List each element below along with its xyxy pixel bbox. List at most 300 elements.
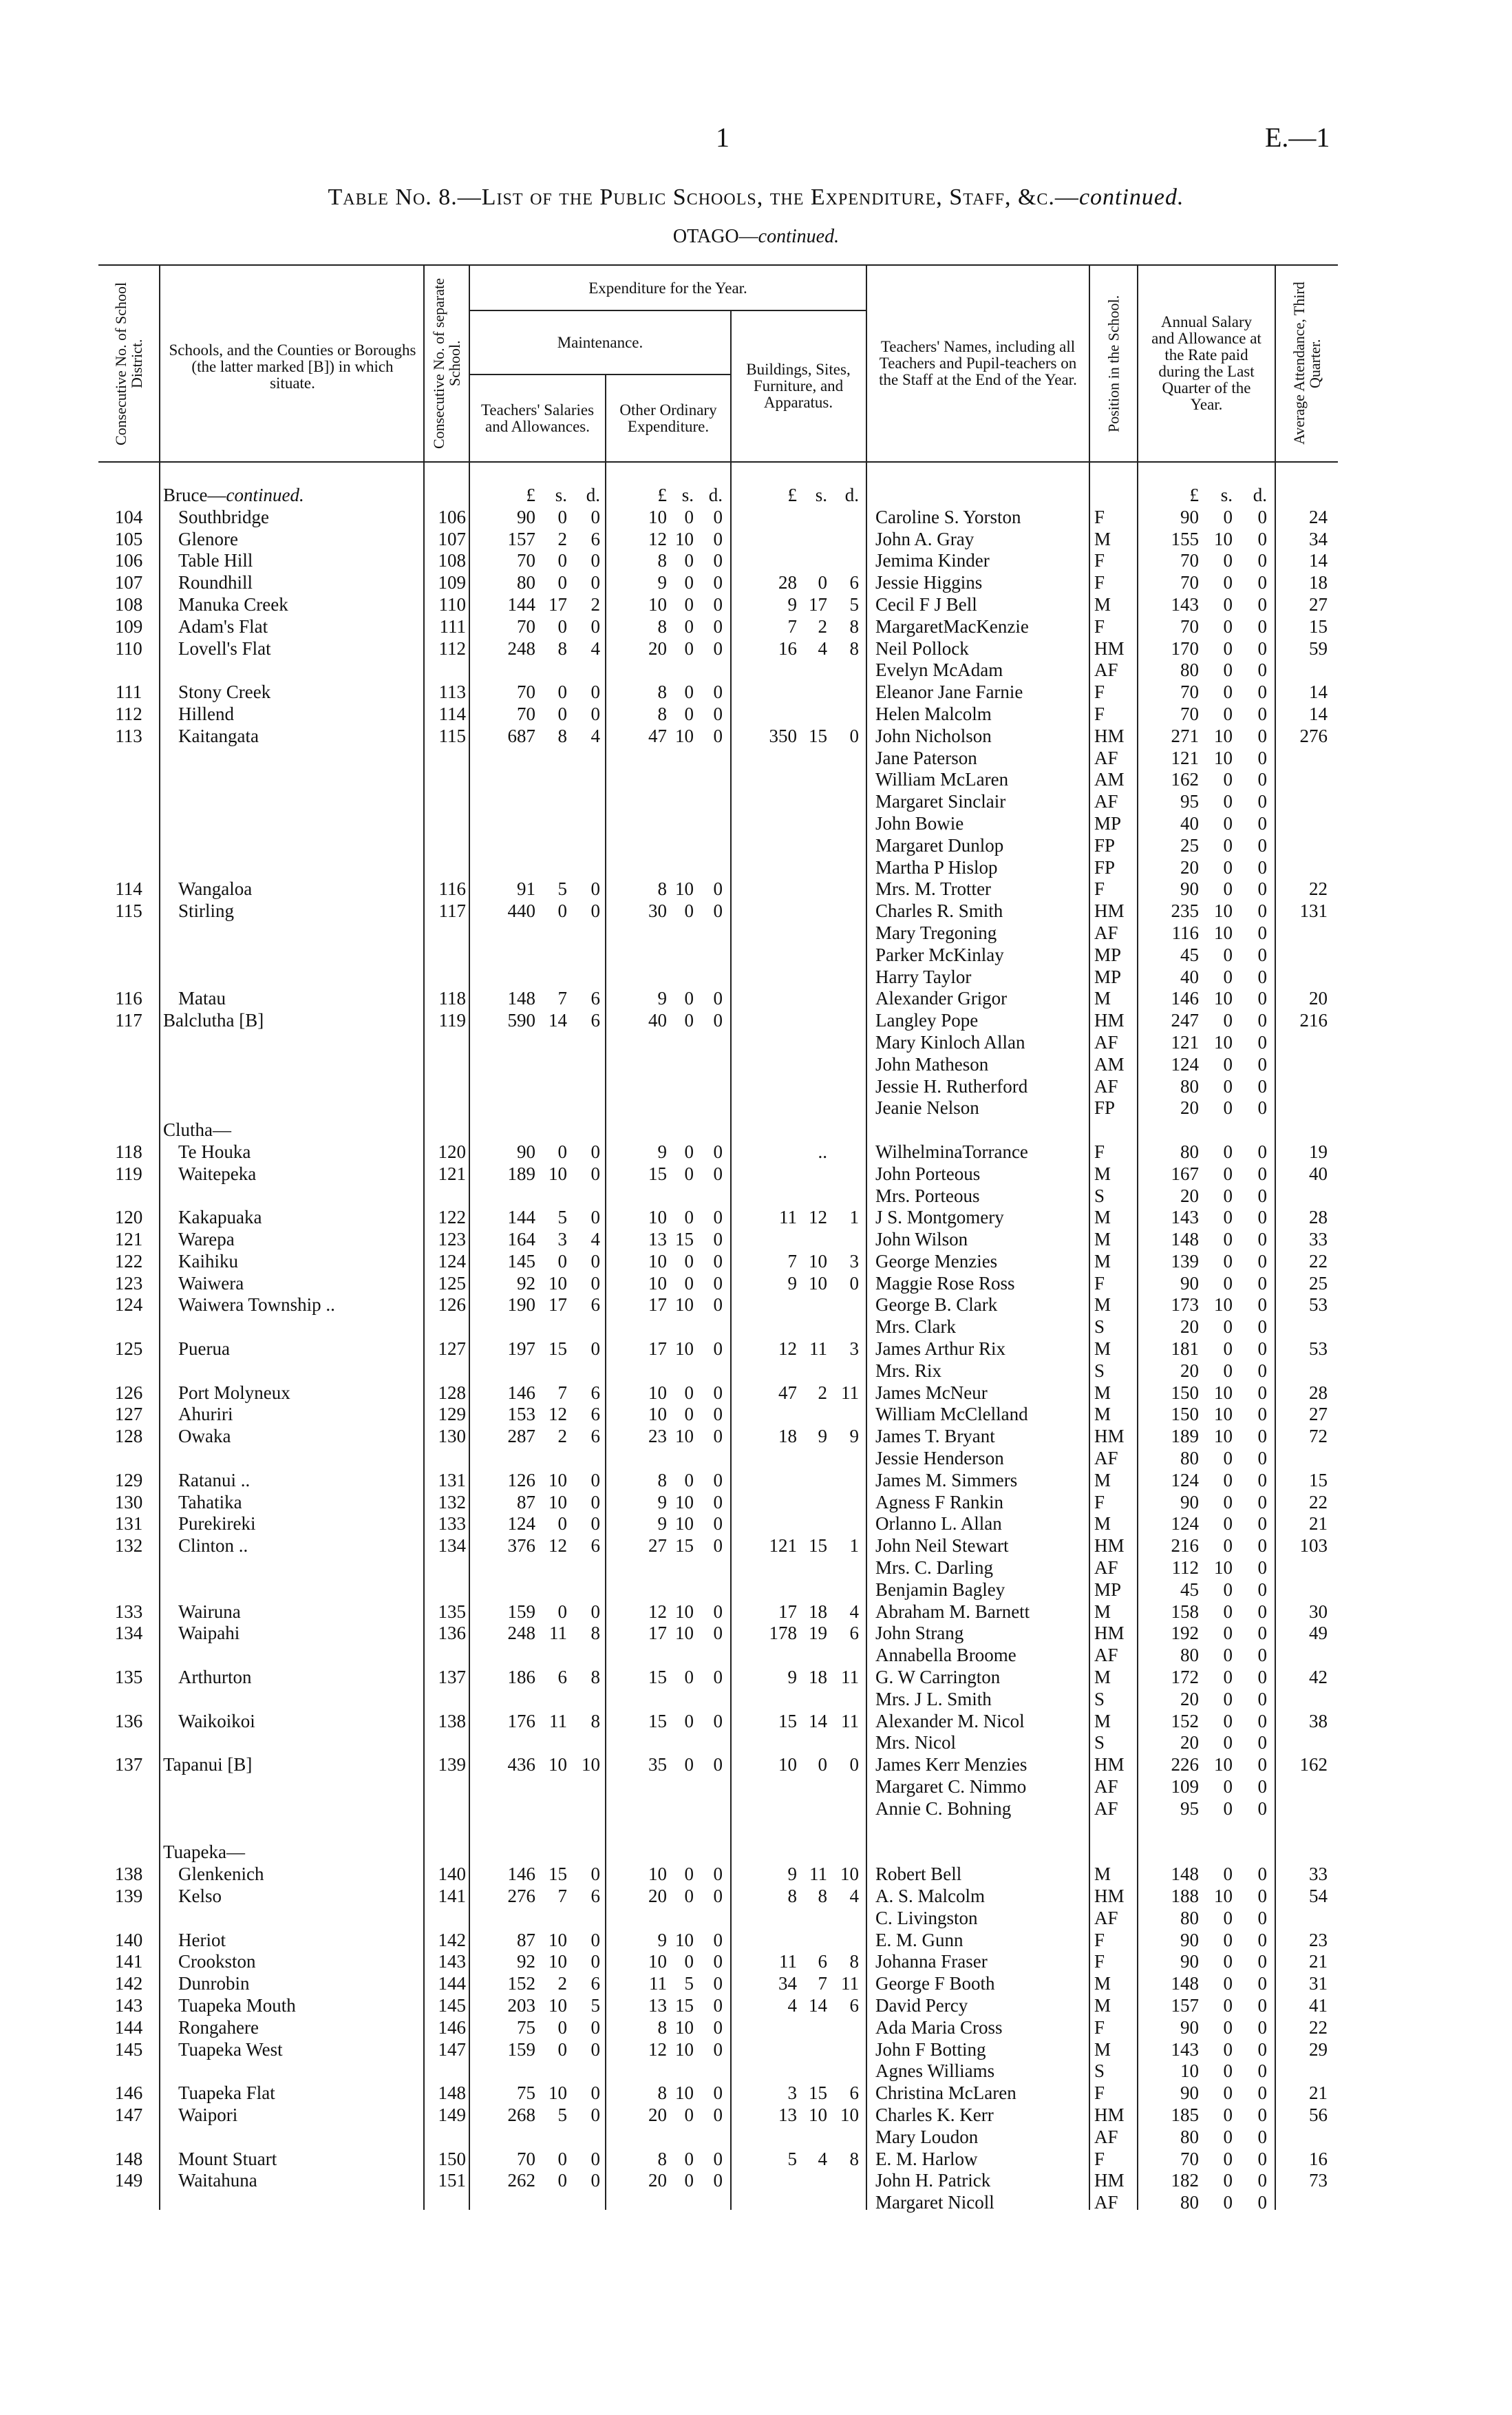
buildings-pounds: 5 — [787, 2148, 797, 2169]
annual-salary-pounds: 80 — [1180, 2126, 1199, 2147]
salaries-pence: 0 — [590, 2016, 600, 2038]
other-pounds: 9 — [657, 572, 667, 593]
district-no: 127 — [114, 1404, 143, 1425]
teacher-row — [0, 791, 1512, 813]
annual-salary-pounds: 90 — [1180, 1929, 1199, 1950]
teacher-row — [0, 922, 1512, 945]
other-shillings: 0 — [684, 506, 694, 527]
buildings-pounds: 9 — [787, 593, 797, 615]
annual-salary-pence: 0 — [1257, 1886, 1267, 1906]
school-no: 114 — [438, 703, 466, 724]
annual-salary-pence: 0 — [1257, 1491, 1267, 1512]
annual-salary-shillings: 0 — [1223, 506, 1233, 527]
annual-salary-pounds: 155 — [1171, 528, 1199, 549]
buildings-pounds: 3 — [787, 2082, 797, 2104]
other-pence: 0 — [713, 1994, 723, 2016]
teacher-row — [0, 1689, 1512, 1711]
school-no: 119 — [438, 1010, 466, 1031]
annual-salary-pence: 0 — [1257, 1951, 1267, 1972]
salaries-shillings: 0 — [557, 2148, 567, 2169]
other-pence: 0 — [713, 1229, 723, 1250]
district-no: 139 — [114, 1886, 143, 1906]
other-pence: 0 — [713, 900, 723, 922]
teacher-name: Mary Kinloch Allan — [875, 1031, 1025, 1053]
annual-salary-pounds: 80 — [1180, 660, 1199, 681]
school-name: Glenkenich — [178, 1864, 264, 1885]
school-no: 140 — [438, 1864, 466, 1885]
average-attendance: 15 — [1309, 615, 1328, 637]
other-pence: 0 — [713, 1469, 723, 1490]
other-shillings: 10 — [675, 1491, 694, 1512]
salaries-pounds: 91 — [517, 878, 535, 900]
other-pence: 0 — [713, 1864, 723, 1885]
annual-salary-pounds: 124 — [1171, 1469, 1199, 1490]
school-row — [0, 1711, 1512, 1733]
other-shillings: 0 — [684, 682, 694, 703]
annual-salary-pounds: 121 — [1171, 747, 1199, 768]
school-no: 115 — [438, 725, 466, 746]
annual-salary-pounds: 20 — [1180, 856, 1199, 878]
salaries-pounds: 590 — [507, 1010, 535, 1031]
annual-salary-pounds: 80 — [1180, 1645, 1199, 1666]
annual-salary-pounds: 20 — [1180, 1185, 1199, 1206]
other-shillings: 0 — [684, 1163, 694, 1184]
salaries-shillings: 10 — [549, 1469, 567, 1490]
school-no: 132 — [438, 1491, 466, 1512]
annual-salary-pounds: 20 — [1180, 1732, 1199, 1753]
school-no: 148 — [438, 2082, 466, 2104]
school-row — [0, 594, 1512, 616]
annual-salary-pence: 0 — [1257, 1426, 1267, 1447]
district-no: 138 — [114, 1864, 143, 1885]
district-no: 144 — [114, 2016, 143, 2038]
group-heading-row — [0, 1842, 1512, 1864]
annual-salary-pounds: 124 — [1171, 1053, 1199, 1075]
salaries-shillings: 7 — [557, 1886, 567, 1906]
salaries-shillings: 15 — [549, 1864, 567, 1885]
annual-salary-pence: 0 — [1257, 1710, 1267, 1731]
annual-salary-pence: 0 — [1257, 1688, 1267, 1709]
buildings-shillings: .. — [818, 1141, 827, 1162]
other-pence: 0 — [713, 637, 723, 659]
teacher-row — [0, 967, 1512, 989]
school-name: Hillend — [178, 703, 234, 724]
buildings-pence: 6 — [849, 1623, 859, 1644]
salaries-pence: 8 — [590, 1667, 600, 1688]
buildings-pence: 0 — [849, 1272, 859, 1294]
average-attendance: 18 — [1309, 572, 1328, 593]
teacher-position: M — [1094, 1250, 1111, 1272]
annual-salary-shillings: 0 — [1223, 856, 1233, 878]
other-shillings: 15 — [675, 1535, 694, 1557]
group-continued: continued. — [226, 485, 304, 505]
teacher-name: A. S. Malcolm — [875, 1886, 985, 1906]
school-name: Adam's Flat — [178, 615, 268, 637]
salaries-pounds: 70 — [517, 682, 535, 703]
teacher-position: AF — [1094, 1907, 1118, 1928]
currency-unit-label: £ — [787, 485, 797, 505]
teacher-position: M — [1094, 1513, 1111, 1535]
salaries-pence: 0 — [590, 682, 600, 703]
annual-salary-shillings: 0 — [1223, 878, 1233, 900]
other-shillings: 0 — [684, 1667, 694, 1688]
annual-salary-shillings: 0 — [1223, 791, 1233, 812]
school-no: 109 — [438, 572, 466, 593]
district-no: 120 — [114, 1207, 143, 1228]
header-teachers: Teachers' Names, including all Teachers and Pupil-teachers on the Staff at the End of the Year. — [879, 338, 1077, 388]
annual-salary-shillings: 0 — [1223, 834, 1233, 856]
average-attendance: 216 — [1299, 1010, 1328, 1031]
teacher-position: M — [1094, 2038, 1111, 2060]
other-pence: 0 — [713, 2104, 723, 2125]
salaries-shillings: 0 — [557, 1601, 567, 1622]
school-name: Tuapeka Mouth — [178, 1994, 296, 2016]
annual-salary-pounds: 216 — [1171, 1535, 1199, 1557]
salaries-pounds: 376 — [507, 1535, 535, 1557]
average-attendance: 19 — [1309, 1141, 1328, 1162]
school-name: Ratanui .. — [178, 1469, 251, 1490]
school-name: Puerua — [178, 1338, 230, 1360]
school-no: 125 — [438, 1272, 466, 1294]
other-pence: 0 — [713, 2170, 723, 2191]
annual-salary-pounds: 112 — [1171, 1557, 1199, 1579]
buildings-pounds: 17 — [778, 1601, 797, 1622]
other-pence: 0 — [713, 1535, 723, 1557]
buildings-pounds: 11 — [779, 1207, 797, 1228]
average-attendance: 14 — [1309, 703, 1328, 724]
school-name: Waiwera Township .. — [178, 1294, 335, 1316]
teacher-position: AF — [1094, 1031, 1118, 1053]
teacher-name: Alexander M. Nicol — [875, 1710, 1025, 1731]
salaries-pounds: 159 — [507, 1601, 535, 1622]
school-no: 120 — [438, 1141, 466, 1162]
school-name: Kelso — [178, 1886, 222, 1906]
school-no: 141 — [438, 1886, 466, 1906]
school-row — [0, 2170, 1512, 2192]
teacher-name: Mrs. J L. Smith — [875, 1688, 992, 1709]
annual-salary-pence: 0 — [1257, 1207, 1267, 1228]
school-no: 127 — [438, 1338, 466, 1360]
school-name: Table Hill — [178, 550, 253, 571]
school-name: Mount Stuart — [178, 2148, 277, 2169]
currency-unit-label: s. — [1220, 485, 1233, 505]
other-pence: 0 — [713, 593, 723, 615]
salaries-pence: 0 — [590, 1469, 600, 1490]
school-no: 121 — [438, 1163, 466, 1184]
other-pence: 0 — [713, 1294, 723, 1316]
annual-salary-shillings: 0 — [1223, 1513, 1233, 1535]
other-pounds: 8 — [657, 2082, 667, 2104]
annual-salary-pence: 0 — [1257, 1272, 1267, 1294]
salaries-pounds: 148 — [507, 988, 535, 1009]
school-name: Waitepeka — [178, 1163, 257, 1184]
other-pounds: 27 — [648, 1535, 667, 1557]
other-shillings: 10 — [675, 2082, 694, 2104]
title-main: Table No. 8.—List of the Public Schools, the Expenditure, Staff, &c.— — [328, 184, 1079, 210]
other-shillings: 0 — [684, 2148, 694, 2169]
annual-salary-pence: 0 — [1257, 2170, 1267, 2191]
annual-salary-pence: 0 — [1257, 1973, 1267, 1994]
teacher-row — [0, 1776, 1512, 1798]
other-shillings: 0 — [684, 1951, 694, 1972]
salaries-shillings: 0 — [557, 1513, 567, 1535]
salaries-pence: 6 — [590, 1382, 600, 1403]
annual-salary-shillings: 0 — [1223, 2104, 1233, 2125]
salaries-pounds: 287 — [507, 1426, 535, 1447]
annual-salary-pence: 0 — [1257, 2148, 1267, 2169]
header-district-no: Consecutive No. of School District. — [112, 282, 145, 445]
annual-salary-pounds: 70 — [1180, 572, 1199, 593]
annual-salary-shillings: 0 — [1223, 1732, 1233, 1753]
school-name: Waipori — [178, 2104, 238, 2125]
teacher-name: William McClelland — [875, 1404, 1028, 1425]
annual-salary-pounds: 20 — [1180, 1688, 1199, 1709]
school-row — [0, 1535, 1512, 1557]
other-pence: 0 — [713, 2148, 723, 2169]
teacher-position: F — [1094, 2016, 1105, 2038]
teacher-row — [0, 1645, 1512, 1667]
other-shillings: 10 — [675, 725, 694, 746]
teacher-position: F — [1094, 1491, 1105, 1512]
district-no: 114 — [115, 878, 142, 900]
teacher-position: M — [1094, 593, 1111, 615]
district-no: 135 — [114, 1667, 143, 1688]
school-no: 113 — [438, 682, 466, 703]
school-name: Roundhill — [178, 572, 253, 593]
annual-salary-pence: 0 — [1257, 682, 1267, 703]
average-attendance: 53 — [1309, 1338, 1328, 1360]
school-row — [0, 1754, 1512, 1776]
average-attendance: 42 — [1309, 1667, 1328, 1688]
annual-salary-pence: 0 — [1257, 2104, 1267, 2125]
group-heading-row — [0, 1119, 1512, 1141]
average-attendance: 276 — [1299, 725, 1328, 746]
district-no: 128 — [114, 1426, 143, 1447]
teacher-name: Abraham M. Barnett — [875, 1601, 1030, 1622]
salaries-pounds: 70 — [517, 550, 535, 571]
teacher-name: John Nicholson — [875, 725, 992, 746]
school-name: Tapanui [B] — [163, 1754, 253, 1775]
annual-salary-pounds: 40 — [1180, 966, 1199, 987]
school-no: 116 — [438, 878, 466, 900]
salaries-pence: 0 — [590, 1951, 600, 1972]
buildings-pounds: 34 — [778, 1973, 797, 1994]
annual-salary-shillings: 0 — [1223, 1250, 1233, 1272]
annual-salary-pounds: 90 — [1180, 2016, 1199, 2038]
salaries-shillings: 0 — [557, 615, 567, 637]
salaries-pounds: 144 — [507, 1207, 535, 1228]
teacher-position: HM — [1094, 1426, 1125, 1447]
other-pence: 0 — [713, 1754, 723, 1775]
annual-salary-shillings: 0 — [1223, 550, 1233, 571]
annual-salary-pence: 0 — [1257, 637, 1267, 659]
school-row — [0, 1951, 1512, 1973]
header-attendance: Average Attendance, Third Quarter. — [1290, 282, 1323, 445]
teacher-position: FP — [1094, 834, 1116, 856]
school-no: 137 — [438, 1667, 466, 1688]
salaries-shillings: 7 — [557, 988, 567, 1009]
other-shillings: 0 — [684, 1250, 694, 1272]
other-shillings: 0 — [684, 703, 694, 724]
school-row — [0, 507, 1512, 529]
annual-salary-pounds: 143 — [1171, 2038, 1199, 2060]
annual-salary-shillings: 0 — [1223, 1053, 1233, 1075]
other-pence: 0 — [713, 2082, 723, 2104]
teacher-position: MP — [1094, 944, 1122, 965]
group-name: Clutha— — [163, 1119, 231, 1141]
buildings-shillings: 18 — [809, 1667, 827, 1688]
average-attendance: 30 — [1309, 1601, 1328, 1622]
buildings-pounds: 7 — [787, 1250, 797, 1272]
annual-salary-pence: 0 — [1257, 1448, 1267, 1469]
other-pounds: 8 — [657, 878, 667, 900]
salaries-pence: 0 — [590, 550, 600, 571]
group-heading — [163, 1842, 245, 1864]
annual-salary-pounds: 20 — [1180, 1097, 1199, 1119]
school-no: 112 — [438, 637, 466, 659]
annual-salary-pence: 0 — [1257, 1535, 1267, 1557]
table-title — [0, 184, 1512, 211]
teacher-position: M — [1094, 1294, 1111, 1316]
currency-unit-label: £ — [657, 485, 667, 505]
other-pounds: 15 — [648, 1163, 667, 1184]
salaries-pounds: 197 — [507, 1338, 535, 1360]
school-no: 149 — [438, 2104, 466, 2125]
teacher-name: Mrs. Clark — [875, 1316, 956, 1338]
school-no: 139 — [438, 1754, 466, 1775]
annual-salary-pence: 0 — [1257, 703, 1267, 724]
buildings-shillings: 12 — [809, 1207, 827, 1228]
average-attendance: 16 — [1309, 2148, 1328, 2169]
school-name: Owaka — [178, 1426, 231, 1447]
other-pence: 0 — [713, 550, 723, 571]
annual-salary-shillings: 10 — [1214, 900, 1233, 922]
buildings-pence: 1 — [849, 1535, 859, 1557]
other-pounds: 9 — [657, 1513, 667, 1535]
other-pounds: 9 — [657, 1141, 667, 1162]
annual-salary-pounds: 124 — [1171, 1513, 1199, 1535]
salaries-pence: 0 — [590, 572, 600, 593]
teacher-row — [0, 1185, 1512, 1208]
header-annual-salary: Annual Salary and Allowance at the Rate paid during the Last Quarter of the Year. — [1151, 313, 1261, 413]
school-name: Te Houka — [178, 1141, 251, 1162]
teacher-position: F — [1094, 1141, 1105, 1162]
buildings-shillings: 2 — [818, 1382, 827, 1403]
school-no: 131 — [438, 1469, 466, 1490]
teacher-name: James Kerr Menzies — [875, 1754, 1027, 1775]
teacher-position: HM — [1094, 2104, 1125, 2125]
teacher-position: M — [1094, 1667, 1111, 1688]
teacher-position: AF — [1094, 1645, 1118, 1666]
salaries-pounds: 124 — [507, 1513, 535, 1535]
teacher-name: C. Livingston — [875, 1907, 978, 1928]
district-no: 124 — [114, 1294, 143, 1316]
buildings-shillings: 10 — [809, 1272, 827, 1294]
other-pence: 0 — [713, 725, 723, 746]
annual-salary-pence: 0 — [1257, 1994, 1267, 2016]
buildings-pounds: 9 — [787, 1864, 797, 1885]
salaries-pounds: 87 — [517, 1929, 535, 1950]
teacher-position: AF — [1094, 660, 1118, 681]
school-row — [0, 1886, 1512, 1908]
salaries-shillings: 0 — [557, 1250, 567, 1272]
buildings-pounds: 13 — [778, 2104, 797, 2125]
other-shillings: 0 — [684, 1141, 694, 1162]
annual-salary-shillings: 0 — [1223, 1491, 1233, 1512]
annual-salary-shillings: 0 — [1223, 1097, 1233, 1119]
other-shillings: 0 — [684, 1864, 694, 1885]
annual-salary-pence: 0 — [1257, 1797, 1267, 1819]
salaries-pounds: 186 — [507, 1667, 535, 1688]
school-name: Waikoikoi — [178, 1710, 255, 1731]
district-no: 110 — [115, 637, 142, 659]
other-shillings: 0 — [684, 1010, 694, 1031]
annual-salary-pence: 0 — [1257, 1907, 1267, 1928]
other-pounds: 8 — [657, 615, 667, 637]
teacher-position: AF — [1094, 1448, 1118, 1469]
annual-salary-pounds: 90 — [1180, 878, 1199, 900]
annual-salary-shillings: 0 — [1223, 1141, 1233, 1162]
annual-salary-pounds: 148 — [1171, 1229, 1199, 1250]
other-pounds: 9 — [657, 1929, 667, 1950]
buildings-shillings: 6 — [818, 1951, 827, 1972]
annual-salary-shillings: 0 — [1223, 1185, 1233, 1206]
teacher-position: HM — [1094, 1535, 1125, 1557]
average-attendance: 21 — [1309, 1513, 1328, 1535]
salaries-pence: 0 — [590, 1338, 600, 1360]
school-row — [0, 682, 1512, 704]
annual-salary-pounds: 226 — [1171, 1754, 1199, 1775]
salaries-pence: 6 — [590, 1535, 600, 1557]
school-row — [0, 1864, 1512, 1886]
school-name: Balclutha [B] — [163, 1010, 264, 1031]
buildings-pence: 1 — [849, 1207, 859, 1228]
district-no: 122 — [114, 1250, 143, 1272]
average-attendance: 21 — [1309, 1951, 1328, 1972]
buildings-shillings: 14 — [809, 1994, 827, 2016]
school-no: 108 — [438, 550, 466, 571]
school-no: 136 — [438, 1623, 466, 1644]
other-shillings: 10 — [675, 2038, 694, 2060]
school-row — [0, 1251, 1512, 1273]
district-no: 143 — [114, 1994, 143, 2016]
salaries-shillings: 0 — [557, 1141, 567, 1162]
salaries-pence: 6 — [590, 1294, 600, 1316]
annual-salary-pounds: 188 — [1171, 1886, 1199, 1906]
buildings-pence: 11 — [841, 1710, 859, 1731]
buildings-pounds: 47 — [778, 1382, 797, 1403]
other-pence: 0 — [713, 1010, 723, 1031]
district-no: 133 — [114, 1601, 143, 1622]
average-attendance: 38 — [1309, 1710, 1328, 1731]
page-number: 1 — [716, 122, 730, 153]
header-bottom-rule — [98, 461, 1338, 463]
annual-salary-pence: 0 — [1257, 1469, 1267, 1490]
school-row — [0, 1273, 1512, 1295]
teacher-name: John Strang — [875, 1623, 964, 1644]
district-no: 131 — [114, 1513, 143, 1535]
salaries-pence: 0 — [590, 1491, 600, 1512]
other-pence: 0 — [713, 1272, 723, 1294]
teacher-position: AF — [1094, 922, 1118, 943]
other-pence: 0 — [713, 1141, 723, 1162]
salaries-pounds: 70 — [517, 615, 535, 637]
district-no: 121 — [114, 1229, 143, 1250]
teacher-position: MP — [1094, 966, 1122, 987]
other-shillings: 10 — [675, 528, 694, 549]
buildings-pounds: 28 — [778, 572, 797, 593]
average-attendance: 56 — [1309, 2104, 1328, 2125]
